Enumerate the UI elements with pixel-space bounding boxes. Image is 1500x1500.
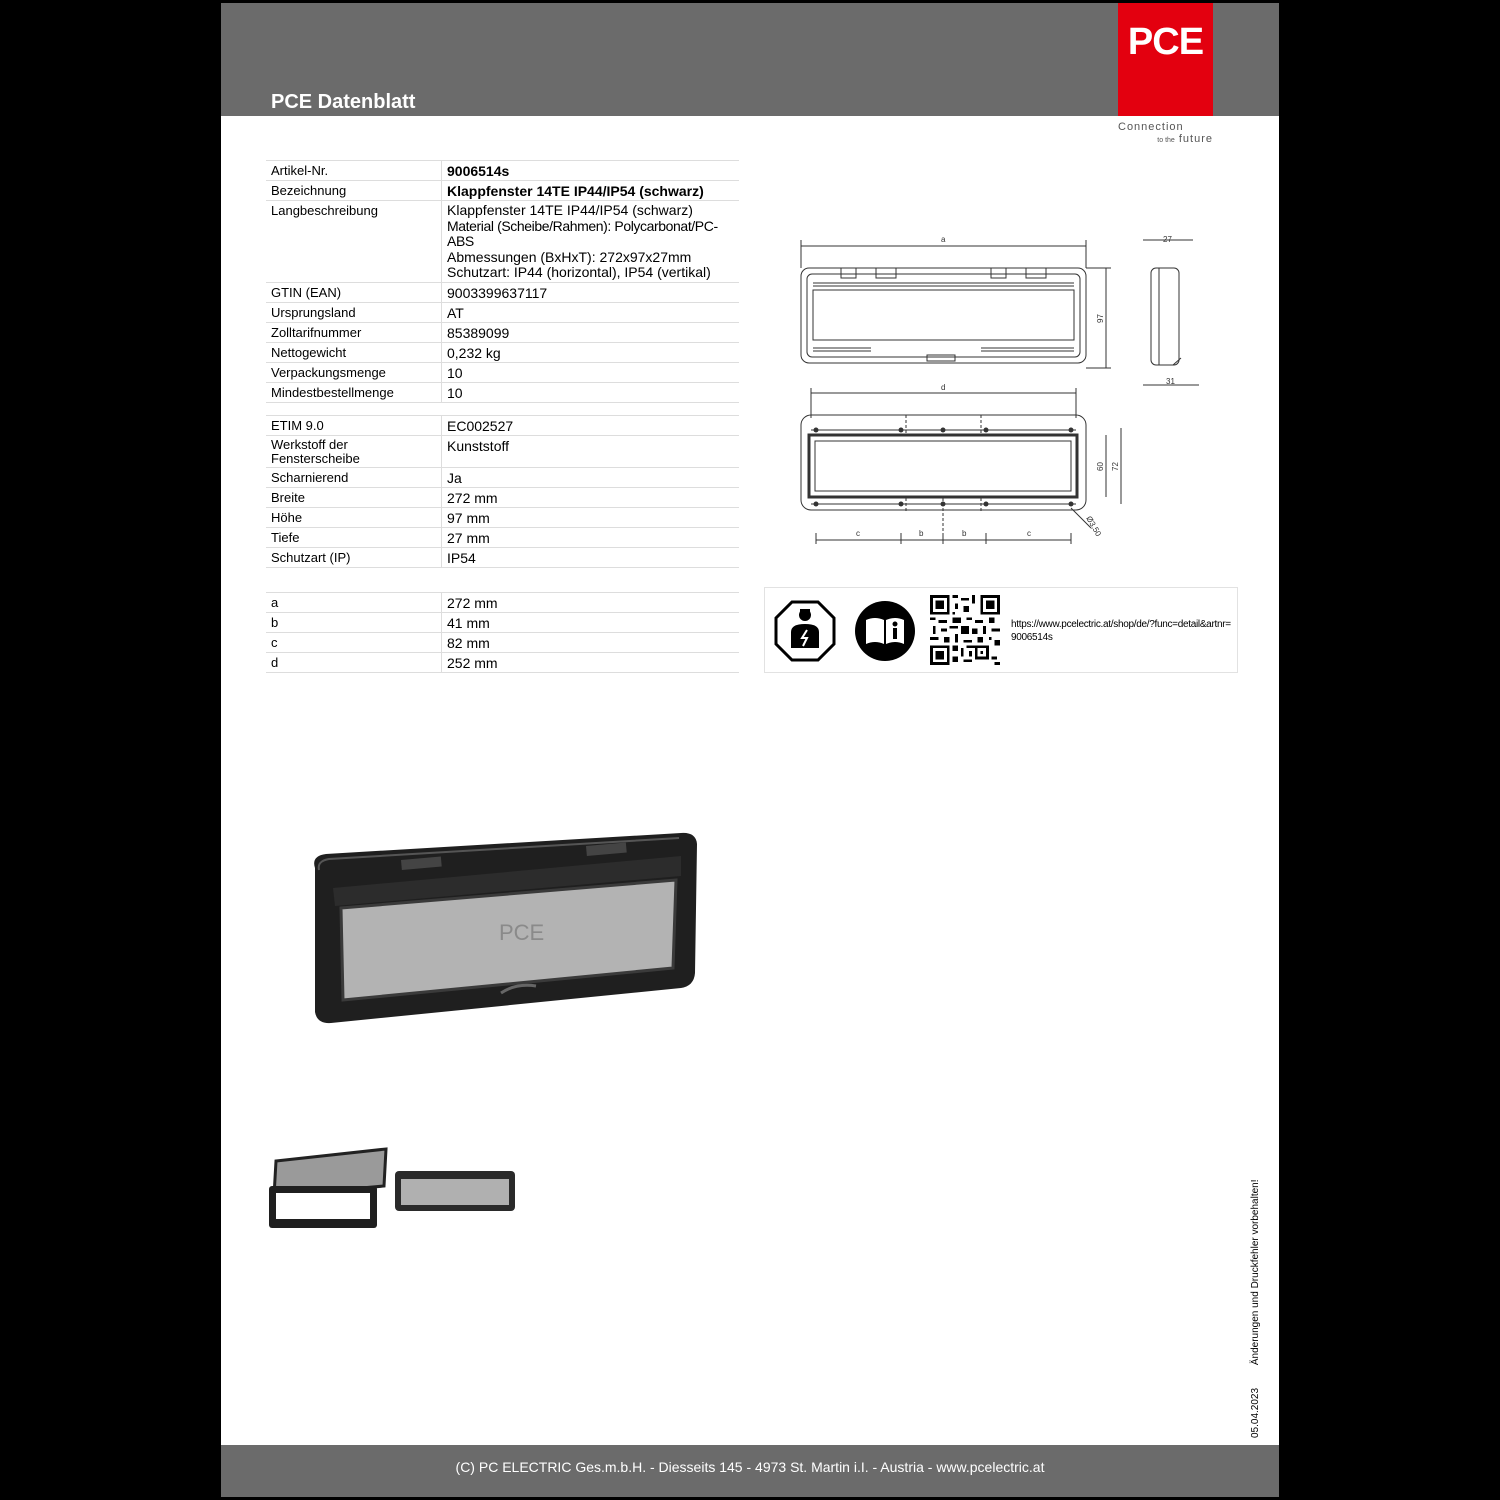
table-row: GTIN (EAN) 9003399637117 — [266, 282, 739, 302]
long-description: Klappfenster 14TE IP44/IP54 (schwarz) Material (Scheibe/Rahmen): Polycarbonat/PC-ABS Abmessungen (BxHxT): 272x97x27mm Schutzart: IP44 (horizontal), IP54 (vertikal) — [442, 201, 740, 283]
product-thumbnail-open[interactable] — [266, 1146, 391, 1231]
side-note: 05.04.2023 Änderungen und Druckfehler vorbehalten! — [1250, 1179, 1261, 1438]
product-url-link[interactable]: https://www.pcelectric.at/shop/de/?func=detail&artnr=9006514s — [1011, 619, 1231, 643]
dimensions-table — [266, 592, 739, 673]
table-row: Artikel-Nr. 9006514s — [266, 161, 739, 181]
table-row: c 82 mm — [266, 633, 739, 653]
pce-logo — [1118, 3, 1213, 116]
table-row: Bezeichnung Klappfenster 14TE IP44/IP54 (schwarz) — [266, 181, 739, 201]
dim-label-72: 72 — [1111, 462, 1120, 471]
dim-label-27: 27 — [1163, 235, 1172, 244]
manual-info-icon — [854, 600, 916, 662]
tagline-line-2: to the future — [1157, 133, 1213, 145]
qr-code[interactable] — [930, 595, 1000, 665]
product-image-main — [301, 828, 701, 1028]
datasheet-page — [221, 3, 1279, 1497]
table-row: Schutzart (IP) IP54 — [266, 548, 739, 568]
table-row: Ursprungsland AT — [266, 302, 739, 322]
dim-label-hole: Ø3,50 — [1084, 514, 1103, 538]
electrician-icon — [774, 600, 836, 662]
table-row: Scharnierend Ja — [266, 468, 739, 488]
table-row: d 252 mm — [266, 653, 739, 673]
page-title: PCE Datenblatt — [271, 91, 416, 113]
table-row: Höhe 97 mm — [266, 508, 739, 528]
table-row: Verpackungsmenge 10 — [266, 362, 739, 382]
table-row: b 41 mm — [266, 613, 739, 633]
info-box — [764, 587, 1238, 673]
logo-tagline — [1118, 121, 1213, 145]
footer-text: (C) PC ELECTRIC Ges.m.b.H. - Diesseits 145 - 4973 St. Martin i.I. - Austria - www.pcelectric.at — [455, 1459, 1045, 1475]
dim-label-a: a — [941, 235, 946, 244]
dim-label-c1: c — [856, 529, 860, 538]
table-row: Nettogewicht 0,232 kg — [266, 342, 739, 362]
dim-label-97: 97 — [1096, 314, 1105, 323]
header-bar — [221, 3, 1279, 116]
dim-label-31: 31 — [1166, 377, 1175, 386]
product-thumbnail-closed[interactable] — [393, 1169, 518, 1214]
dim-label-60: 60 — [1096, 462, 1105, 471]
table-row: a 272 mm — [266, 593, 739, 613]
table-row: Zolltarifnummer 85389099 — [266, 322, 739, 342]
table-row: Mindestbestellmenge 10 — [266, 382, 739, 402]
dim-label-d: d — [941, 383, 946, 392]
spec-table — [266, 160, 739, 403]
table-row: Breite 272 mm — [266, 488, 739, 508]
technical-drawing — [781, 228, 1221, 548]
tagline-line-1: Connection — [1118, 121, 1184, 133]
product-logo-watermark: PCE — [499, 920, 545, 945]
dim-label-c2: c — [1027, 529, 1031, 538]
table-row: ETIM 9.0 EC002527 — [266, 416, 739, 436]
logo-text: PCE — [1127, 21, 1204, 63]
table-row: Tiefe 27 mm — [266, 528, 739, 548]
dim-label-b1: b — [919, 529, 924, 538]
dim-label-b2: b — [962, 529, 967, 538]
etim-table — [266, 415, 739, 568]
footer-bar — [221, 1445, 1279, 1497]
table-row: Langbeschreibung Klappfenster 14TE IP44/IP54 (schwarz) Material (Scheibe/Rahmen): Polycarbonat/PC-ABS Abmessungen (BxHxT): 272x97x27mm Schutzart: IP44 (horizontal), IP54 (vertikal) — [266, 201, 739, 283]
table-row: Werkstoff der Fensterscheibe Kunststoff — [266, 436, 739, 468]
